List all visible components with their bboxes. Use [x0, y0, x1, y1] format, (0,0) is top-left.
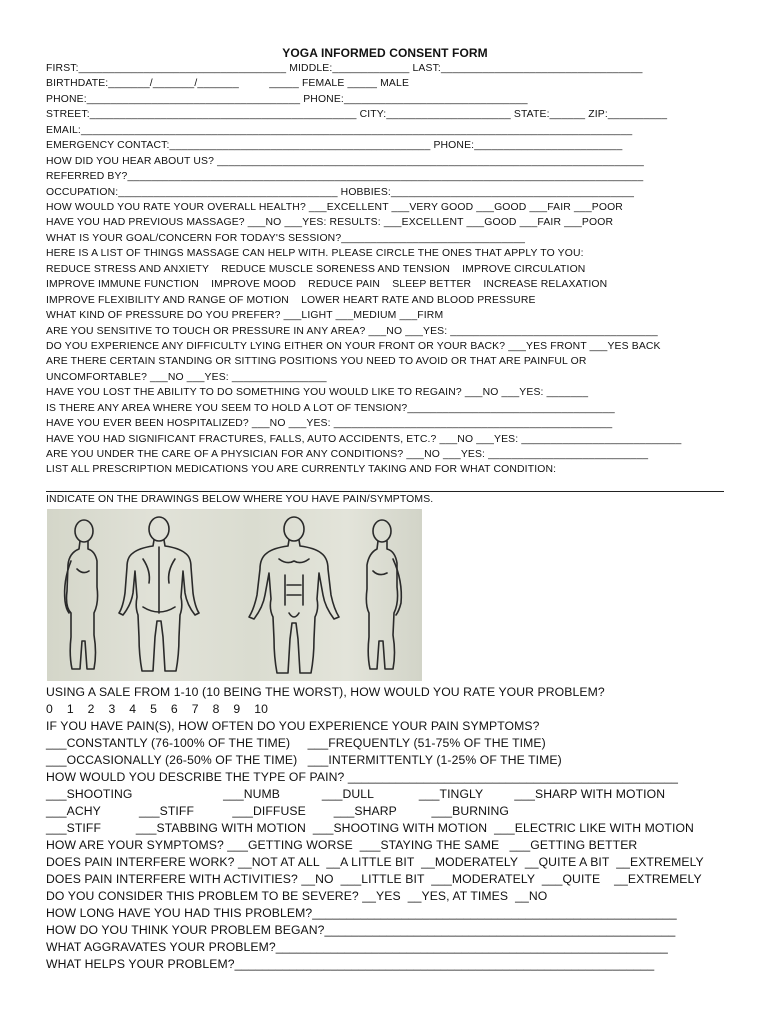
- work-interference-question[interactable]: DOES PAIN INTERFERE WORK? __NOT AT ALL __A LITTLE BIT __MODERATELY __QUITE A BIT __EXTREMELY: [46, 855, 704, 869]
- benefits-row-1[interactable]: REDUCE STRESS AND ANXIETY REDUCE MUSCLE SORENESS AND TENSION IMPROVE CIRCULATION: [46, 264, 586, 275]
- side-view-left-figure: [65, 520, 98, 669]
- medications-question: LIST ALL PRESCRIPTION MEDICATIONS YOU ARE CURRENTLY TAKING AND FOR WHAT CONDITION:: [46, 464, 557, 475]
- medications-answer-line[interactable]: [46, 491, 724, 492]
- benefits-row-3[interactable]: IMPROVE FLEXIBILITY AND RANGE OF MOTION LOWER HEART RATE AND BLOOD PRESSURE: [46, 295, 536, 306]
- touch-sensitivity-question[interactable]: ARE YOU SENSITIVE TO TOUCH OR PRESSURE IN ANY AREA? ___NO ___YES: ___________________________________: [46, 326, 658, 337]
- pain-scale-question: USING A SALE FROM 1-10 (10 BEING THE WORST), HOW WOULD YOU RATE YOUR PROBLEM?: [46, 685, 605, 699]
- problem-duration-field[interactable]: HOW LONG HAVE YOU HAD THIS PROBLEM?_____________________________________________________: [46, 906, 677, 920]
- fractures-question[interactable]: HAVE YOU HAD SIGNIFICANT FRACTURES, FALLS, AUTO ACCIDENTS, ETC.? ___NO ___YES: ___________________________: [46, 434, 682, 445]
- positions-question-line-2[interactable]: UNCOMFORTABLE? ___NO ___YES: ________________: [46, 372, 327, 383]
- pain-type-options-1[interactable]: ___SHOOTING ___NUMB ___DULL ___TINGLY ___SHARP WITH MOTION: [46, 787, 666, 801]
- overall-health-question[interactable]: HOW WOULD YOU RATE YOUR OVERALL HEALTH? ___EXCELLENT ___VERY GOOD ___GOOD ___FAIR ___POOR: [46, 202, 623, 213]
- problem-origin-field[interactable]: HOW DO YOU THINK YOUR PROBLEM BEGAN?___________________________________________________: [46, 923, 676, 937]
- first-middle-last-field[interactable]: FIRST:___________________________________ MIDDLE:_____________ LAST:__________________________________: [46, 63, 643, 74]
- tension-area-question[interactable]: IS THERE ANY AREA WHERE YOU SEEM TO HOLD A LOT OF TENSION?___________________________________: [46, 403, 615, 414]
- back-view-figure: [119, 517, 199, 671]
- how-heard-field[interactable]: HOW DID YOU HEAR ABOUT US? ________________________________________________________________________: [46, 156, 644, 167]
- birthdate-gender-field[interactable]: BIRTHDATE:_______/_______/_______ _____ FEMALE _____ MALE: [46, 78, 410, 89]
- helps-field[interactable]: WHAT HELPS YOUR PROBLEM?_____________________________________________________________: [46, 957, 655, 971]
- pain-frequency-question: IF YOU HAVE PAIN(S), HOW OFTEN DO YOU EXPERIENCE YOUR PAIN SYMPTOMS?: [46, 719, 540, 733]
- severity-question[interactable]: DO YOU CONSIDER THIS PROBLEM TO BE SEVERE? __YES __YES, AT TIMES __NO: [46, 889, 548, 903]
- pressure-preference-question[interactable]: WHAT KIND OF PRESSURE DO YOU PREFER? ___LIGHT ___MEDIUM ___FIRM: [46, 310, 444, 321]
- symptoms-trend-question[interactable]: HOW ARE YOUR SYMPTOMS? ___GETTING WORSE ___STAYING THE SAME ___GETTING BETTER: [46, 838, 638, 852]
- lost-ability-question[interactable]: HAVE YOU LOST THE ABILITY TO DO SOMETHING YOU WOULD LIKE TO REGAIN? ___NO ___YES: _______: [46, 387, 589, 398]
- body-diagram-image[interactable]: [47, 509, 422, 681]
- lying-difficulty-question[interactable]: DO YOU EXPERIENCE ANY DIFFICULTY LYING EITHER ON YOUR FRONT OR YOUR BACK? ___YES FRONT ___YES BACK: [46, 341, 661, 352]
- pain-type-options-2[interactable]: ___ACHY ___STIFF ___DIFFUSE ___SHARP ___BURNING: [46, 804, 510, 818]
- phone-field[interactable]: PHONE:____________________________________ PHONE:_______________________________: [46, 94, 528, 105]
- referred-by-field[interactable]: REFERRED BY?_______________________________________________________________________________________: [46, 171, 644, 182]
- front-view-figure: [249, 517, 339, 673]
- form-title: YOGA INFORMED CONSENT FORM: [282, 46, 488, 60]
- benefits-row-2[interactable]: IMPROVE IMMUNE FUNCTION IMPROVE MOOD REDUCE PAIN SLEEP BETTER INCREASE RELAXATION: [46, 279, 608, 290]
- previous-massage-question[interactable]: HAVE YOU HAD PREVIOUS MASSAGE? ___NO ___YES: RESULTS: ___EXCELLENT ___GOOD ___FAIR ___POOR: [46, 217, 614, 228]
- aggravates-field[interactable]: WHAT AGGRAVATES YOUR PROBLEM?_________________________________________________________: [46, 940, 668, 954]
- address-field[interactable]: STREET:_____________________________________________ CITY:_____________________ STATE:______ ZIP:__________: [46, 109, 668, 120]
- occupation-hobbies-field[interactable]: OCCUPATION:_____________________________________ HOBBIES:_________________________________________: [46, 187, 635, 198]
- drawings-instruction: INDICATE ON THE DRAWINGS BELOW WHERE YOU HAVE PAIN/SYMPTOMS.: [46, 494, 434, 505]
- massage-benefits-instruction: HERE IS A LIST OF THINGS MASSAGE CAN HELP WITH. PLEASE CIRCLE THE ONES THAT APPLY TO YOU:: [46, 248, 584, 259]
- hospitalized-question[interactable]: HAVE YOU EVER BEEN HOSPITALIZED? ___NO ___YES: _______________________________________________: [46, 418, 613, 429]
- pain-type-question[interactable]: HOW WOULD YOU DESCRIBE THE TYPE OF PAIN? ________________________________________________: [46, 770, 678, 784]
- session-goal-field[interactable]: WHAT IS YOUR GOAL/CONCERN FOR TODAY'S SESSION?_______________________________: [46, 233, 526, 244]
- positions-question-line-1: ARE THERE CERTAIN STANDING OR SITTING POSITIONS YOU NEED TO AVOID OR THAT ARE PAINFUL OR: [46, 356, 587, 367]
- pain-frequency-options-1[interactable]: ___CONSTANTLY (76-100% OF THE TIME) ___FREQUENTLY (51-75% OF THE TIME): [46, 736, 546, 750]
- side-view-right-figure: [366, 520, 401, 669]
- email-field[interactable]: EMAIL:_____________________________________________________________________________________________: [46, 125, 633, 136]
- pain-type-options-3[interactable]: ___STIFF ___STABBING WITH MOTION ___SHOOTING WITH MOTION ___ELECTRIC LIKE WITH MOTION: [46, 821, 694, 835]
- pain-scale-options[interactable]: 0 1 2 3 4 5 6 7 8 9 10: [46, 702, 268, 716]
- pain-frequency-options-2[interactable]: ___OCCASIONALLY (26-50% OF THE TIME) ___INTERMITTENTLY (1-25% OF THE TIME): [46, 753, 562, 767]
- emergency-contact-field[interactable]: EMERGENCY CONTACT:____________________________________________ PHONE:_________________________: [46, 140, 623, 151]
- activity-interference-question[interactable]: DOES PAIN INTERFERE WITH ACTIVITIES? __NO ___LITTLE BIT ___MODERATELY ___QUITE __EXTREMELY: [46, 872, 702, 886]
- physician-care-question[interactable]: ARE YOU UNDER THE CARE OF A PHYSICIAN FOR ANY CONDITIONS? ___NO ___YES: ___________________________: [46, 449, 649, 460]
